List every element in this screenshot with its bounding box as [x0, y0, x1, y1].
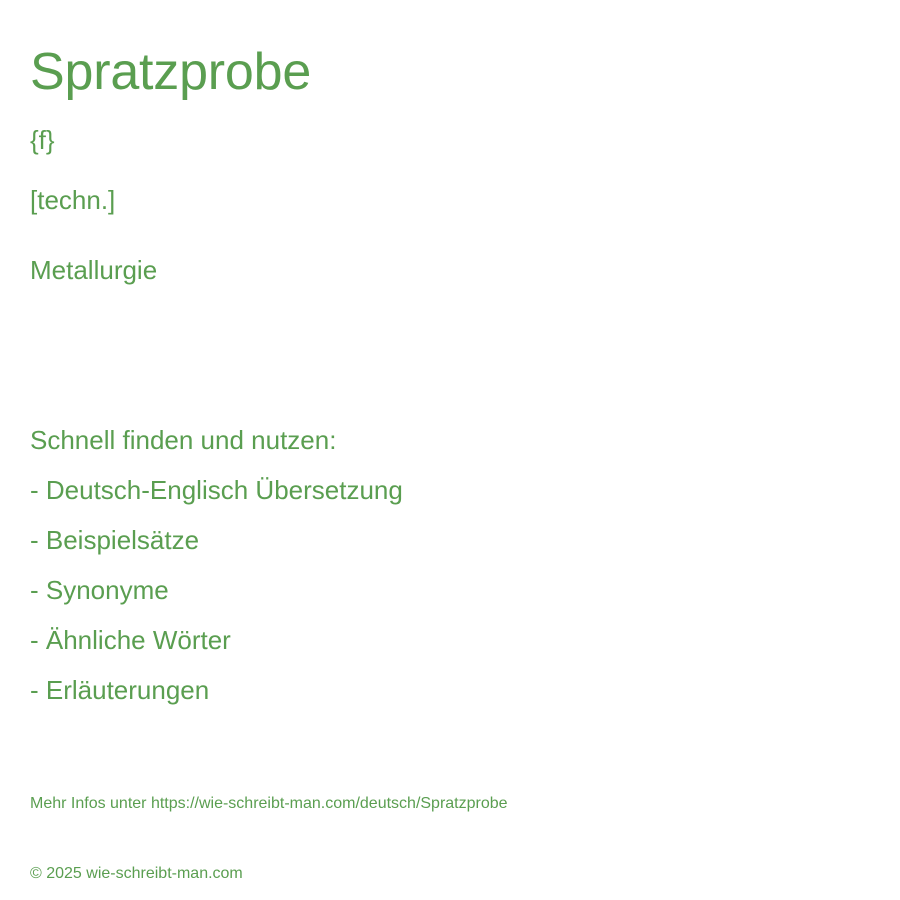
feature-item-similar-words: - Ähnliche Wörter	[30, 625, 231, 655]
entry-word: Spratzprobe	[30, 43, 312, 101]
feature-item-translation: - Deutsch-Englisch Übersetzung	[30, 475, 403, 505]
feature-item-explanations: - Erläuterungen	[30, 675, 210, 705]
grammatical-gender: {f}	[30, 125, 55, 155]
register-label: [techn.]	[30, 185, 116, 215]
entry-card	[30, 0, 870, 900]
more-info-text: Mehr Infos unter https://wie-schreibt-man.com/deutsch/Spratzprobe	[30, 795, 508, 812]
features-list	[30, 474, 403, 724]
feature-item-synonyms: - Synonyme	[30, 575, 169, 605]
feature-item-example-sentences: - Beispielsätze	[30, 525, 200, 555]
subject-field: Metallurgie	[30, 255, 158, 285]
copyright-notice: © 2025 wie-schreibt-man.com	[30, 865, 243, 882]
features-heading: Schnell finden und nutzen:	[30, 425, 337, 455]
